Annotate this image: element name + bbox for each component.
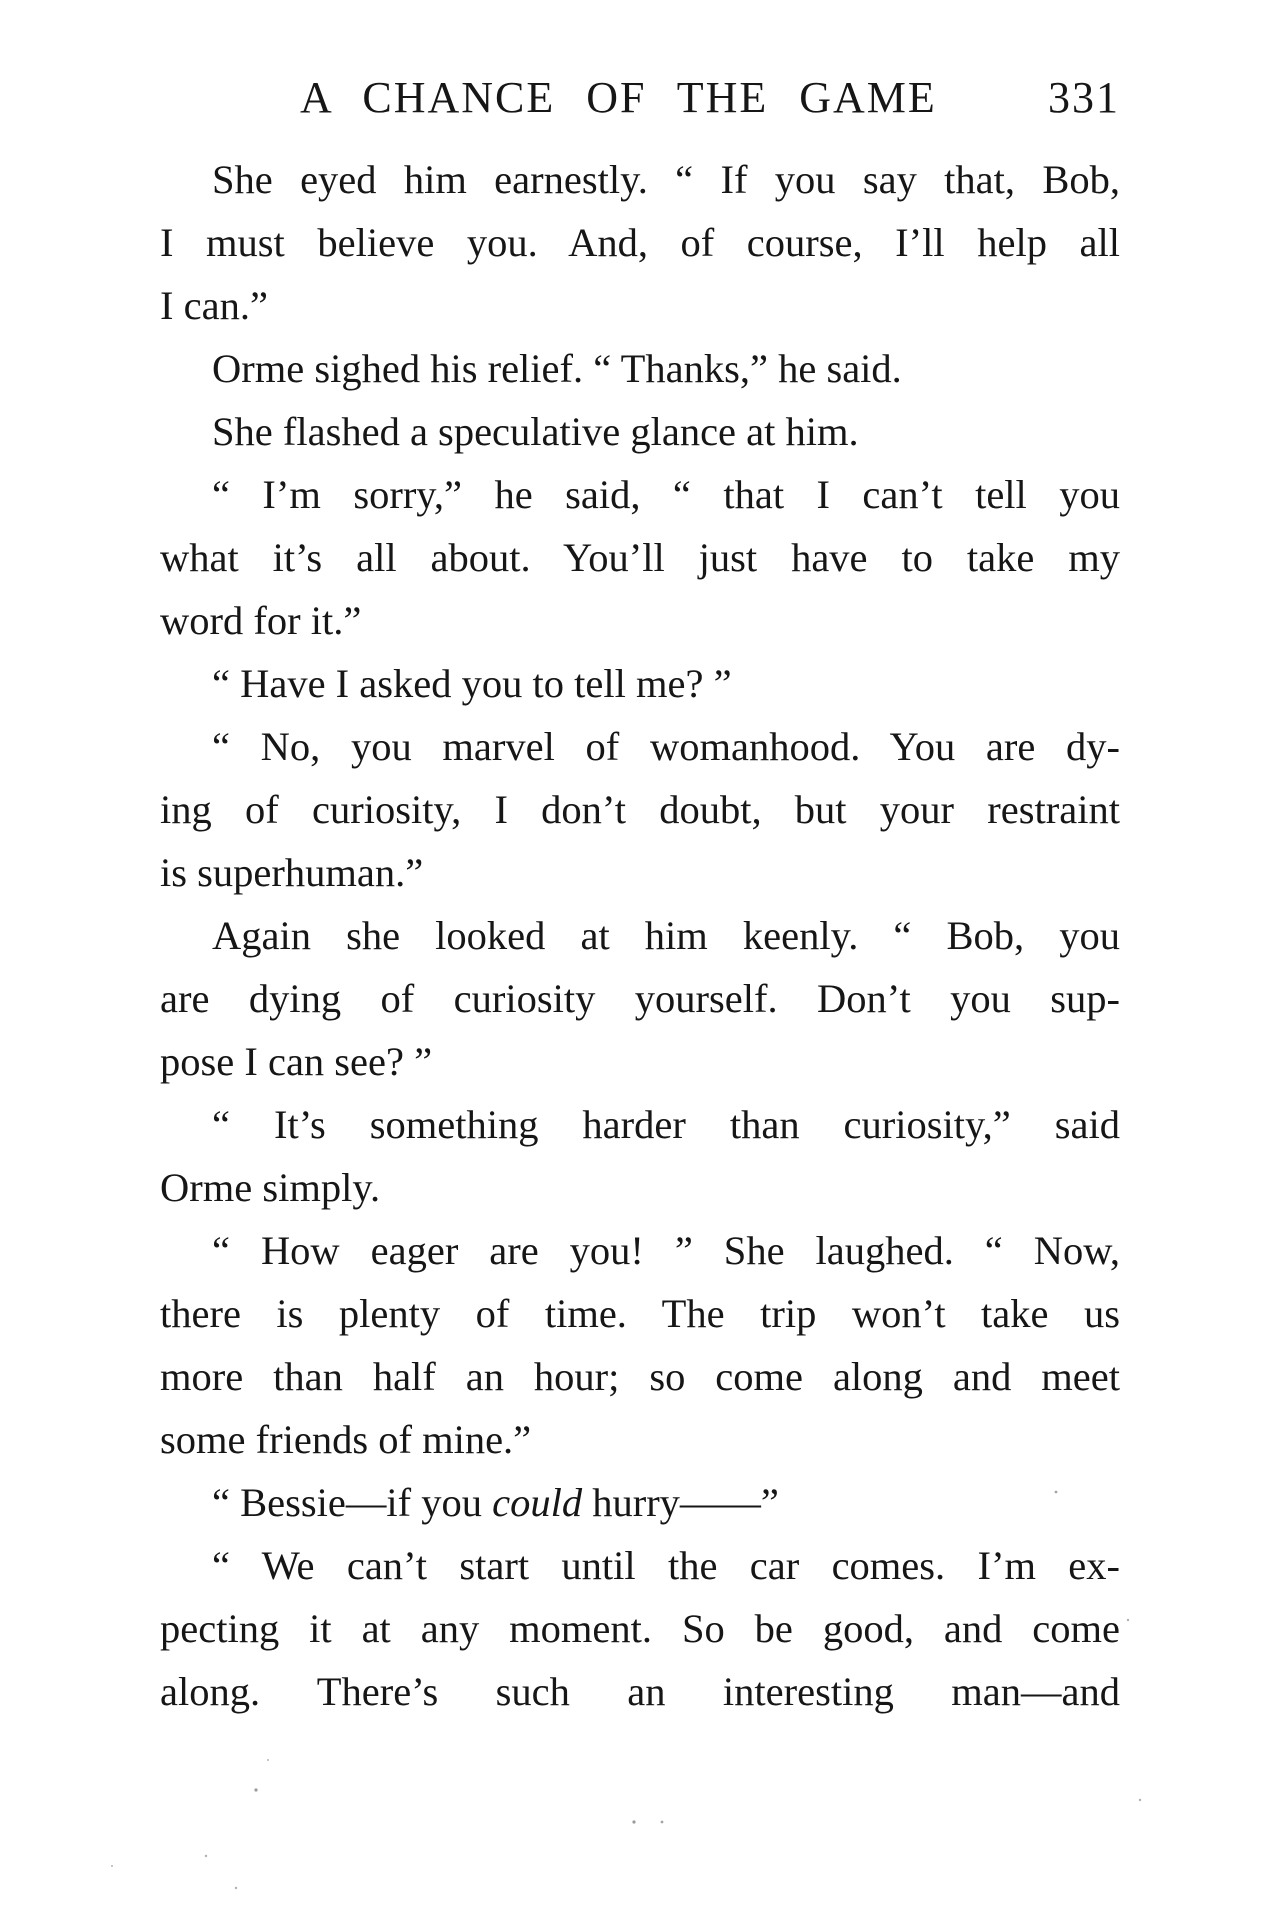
ink-speck xyxy=(111,1865,113,1867)
text-run: hurry——” xyxy=(582,1480,779,1525)
chapter-title: A CHANCE OF THE GAME xyxy=(300,73,937,122)
text-line: “ I’m sorry,” he said, “ that I can’t tell you xyxy=(212,472,1120,517)
ink-speck xyxy=(1139,1799,1141,1801)
text-line: ing of curiosity, I don’t doubt, but your restraint xyxy=(160,787,1120,832)
text-line: “ How eager are you! ” She laughed. “ Now, xyxy=(212,1228,1120,1273)
text-line: are dying of curiosity yourself. Don’t you sup- xyxy=(160,976,1120,1021)
text-line: Orme sighed his relief. “ Thanks,” he said. xyxy=(212,346,902,391)
ink-speck xyxy=(661,1821,664,1824)
text-line: “ No, you marvel of womanhood. You are dy- xyxy=(212,724,1120,769)
ink-speck xyxy=(235,1887,237,1889)
text-line xyxy=(160,1471,1120,1534)
ink-speck xyxy=(1127,1619,1129,1621)
text-line: pose I can see? ” xyxy=(160,1039,433,1084)
text-line: what it’s all about. You’ll just have to take my xyxy=(160,535,1120,580)
ink-speck xyxy=(205,1855,207,1857)
text-line: She flashed a speculative glance at him. xyxy=(212,409,859,454)
text-line: there is plenty of time. The trip won’t take us xyxy=(160,1291,1120,1336)
text-line: more than half an hour; so come along and meet xyxy=(160,1354,1120,1399)
body-text xyxy=(160,148,1120,1723)
text-line: She eyed him earnestly. “ If you say that, Bob, xyxy=(212,157,1120,202)
text-line: along. There’s such an interesting man—and xyxy=(160,1669,1120,1714)
text-line: is superhuman.” xyxy=(160,850,424,895)
text-line: I must believe you. And, of course, I’ll help all xyxy=(160,220,1120,265)
text-line: “ It’s something harder than curiosity,” said xyxy=(212,1102,1120,1147)
text-run: “ Bessie—if you xyxy=(212,1480,493,1525)
text-line: word for it.” xyxy=(160,598,362,643)
text-line: some friends of mine.” xyxy=(160,1417,532,1462)
page-number: 331 xyxy=(1048,73,1120,122)
italic-text-run: could xyxy=(492,1480,583,1525)
running-head xyxy=(300,72,1120,132)
text-line: Orme simply. xyxy=(160,1165,381,1210)
ink-speck xyxy=(254,1788,257,1791)
text-line: pecting it at any moment. So be good, and come xyxy=(160,1606,1120,1651)
text-line: Again she looked at him keenly. “ Bob, you xyxy=(212,913,1120,958)
text-line: “ Have I asked you to tell me? ” xyxy=(212,661,732,706)
text-line: I can.” xyxy=(160,283,268,328)
ink-speck xyxy=(632,1820,635,1823)
ink-speck xyxy=(267,1759,269,1761)
text-line: “ We can’t start until the car comes. I’m ex- xyxy=(212,1543,1120,1588)
